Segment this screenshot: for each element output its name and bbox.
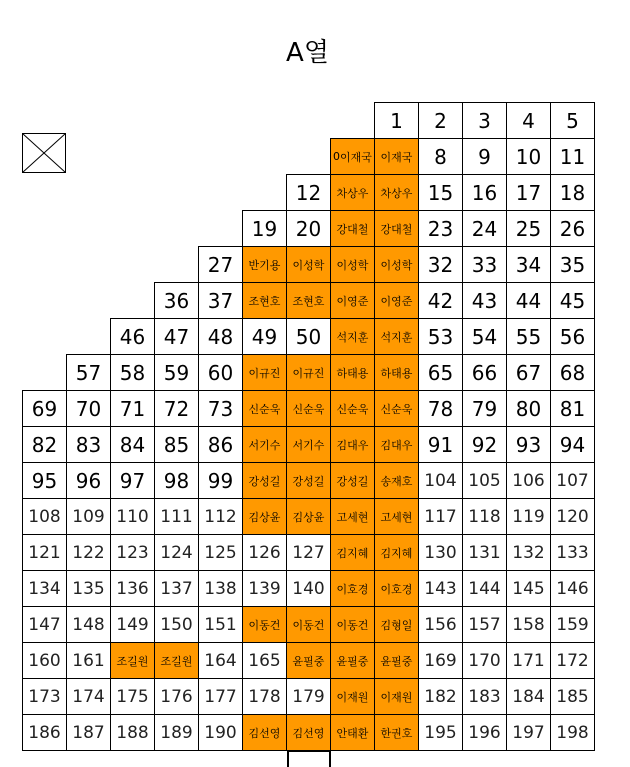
seat-number[interactable]: 145 xyxy=(506,570,551,607)
seat-number[interactable]: 59 xyxy=(154,354,199,391)
seat-number[interactable]: 132 xyxy=(506,534,551,571)
seat-occupied[interactable]: 김상윤 xyxy=(286,498,331,535)
seat-occupied[interactable]: 차상우 xyxy=(330,174,375,211)
seat-occupied[interactable]: 강성길 xyxy=(242,462,287,499)
seat-number[interactable]: 136 xyxy=(110,570,155,607)
seat-number[interactable]: 71 xyxy=(110,390,155,427)
seat-number[interactable]: 120 xyxy=(550,498,595,535)
seat-occupied[interactable]: 김상윤 xyxy=(242,498,287,535)
seat-occupied[interactable]: 김형일 xyxy=(374,606,419,643)
seat-number[interactable]: 149 xyxy=(110,606,155,643)
seat-number[interactable]: 68 xyxy=(550,354,595,391)
seat-number[interactable]: 111 xyxy=(154,498,199,535)
seat-number[interactable]: 156 xyxy=(418,606,463,643)
seat-number[interactable]: 159 xyxy=(550,606,595,643)
seat-occupied[interactable]: 안태환 xyxy=(330,714,375,751)
seat-occupied[interactable]: 조현호 xyxy=(242,282,287,319)
seat-number[interactable]: 99 xyxy=(198,462,243,499)
seat-number[interactable]: 196 xyxy=(462,714,507,751)
seat-number[interactable]: 185 xyxy=(550,678,595,715)
seat-number[interactable]: 18 xyxy=(550,174,595,211)
seat-occupied[interactable]: 차상우 xyxy=(374,174,419,211)
seat-occupied[interactable]: 강대철 xyxy=(330,210,375,247)
seat-occupied[interactable]: 김지혜 xyxy=(330,534,375,571)
seat-number[interactable]: 158 xyxy=(506,606,551,643)
seat-number[interactable]: 112 xyxy=(198,498,243,535)
seat-number[interactable]: 190 xyxy=(198,714,243,751)
seat-number[interactable]: 138 xyxy=(198,570,243,607)
seat-occupied[interactable]: 김대우 xyxy=(330,426,375,463)
seat-number[interactable]: 69 xyxy=(22,390,67,427)
seat-number[interactable]: 57 xyxy=(66,354,111,391)
seat-number[interactable]: 175 xyxy=(110,678,155,715)
seat-number[interactable]: 123 xyxy=(110,534,155,571)
seat-number[interactable]: 126 xyxy=(242,534,287,571)
seat-number[interactable]: 148 xyxy=(66,606,111,643)
seat-occupied[interactable]: 하태용 xyxy=(374,354,419,391)
seat-number[interactable]: 56 xyxy=(550,318,595,355)
seat-number[interactable]: 60 xyxy=(198,354,243,391)
seat-occupied[interactable]: 고세현 xyxy=(330,498,375,535)
seat-occupied[interactable]: 이동건 xyxy=(242,606,287,643)
seat-number[interactable]: 144 xyxy=(462,570,507,607)
seat-occupied[interactable]: 윤필중 xyxy=(374,642,419,679)
seat-number[interactable]: 91 xyxy=(418,426,463,463)
seat-number[interactable]: 67 xyxy=(506,354,551,391)
seat-occupied[interactable]: 이동건 xyxy=(330,606,375,643)
seat-number[interactable]: 34 xyxy=(506,246,551,283)
seat-occupied[interactable]: 이호경 xyxy=(330,570,375,607)
seat-number[interactable]: 36 xyxy=(154,282,199,319)
seat-number[interactable]: 92 xyxy=(462,426,507,463)
seat-number[interactable]: 189 xyxy=(154,714,199,751)
seat-number[interactable]: 44 xyxy=(506,282,551,319)
seat-occupied[interactable]: 송재호 xyxy=(374,462,419,499)
seat-number[interactable]: 42 xyxy=(418,282,463,319)
seat-number[interactable]: 135 xyxy=(66,570,111,607)
seat-number[interactable]: 127 xyxy=(286,534,331,571)
seat-number[interactable]: 46 xyxy=(110,318,155,355)
seat-occupied[interactable]: 강성길 xyxy=(286,462,331,499)
seat-number[interactable]: 84 xyxy=(110,426,155,463)
entrance-marker xyxy=(287,750,331,767)
seat-occupied[interactable]: 이영준 xyxy=(330,282,375,319)
seat-number[interactable]: 10 xyxy=(506,138,551,175)
seat-occupied[interactable]: 조현호 xyxy=(286,282,331,319)
seat-number[interactable]: 121 xyxy=(22,534,67,571)
seat-number[interactable]: 93 xyxy=(506,426,551,463)
seat-number[interactable]: 37 xyxy=(198,282,243,319)
seat-number[interactable]: 97 xyxy=(110,462,155,499)
seat-number[interactable]: 119 xyxy=(506,498,551,535)
seat-occupied[interactable]: 이성학 xyxy=(374,246,419,283)
seat-number[interactable]: 8 xyxy=(418,138,463,175)
seat-number[interactable]: 118 xyxy=(462,498,507,535)
seat-number[interactable]: 15 xyxy=(418,174,463,211)
seat-number[interactable]: 177 xyxy=(198,678,243,715)
seat-number[interactable]: 164 xyxy=(198,642,243,679)
seat-number[interactable]: 195 xyxy=(418,714,463,751)
seat-number[interactable]: 197 xyxy=(506,714,551,751)
seat-occupied[interactable]: 서기수 xyxy=(286,426,331,463)
seat-number[interactable]: 43 xyxy=(462,282,507,319)
section-title: A열 xyxy=(286,38,329,68)
seat-number[interactable]: 187 xyxy=(66,714,111,751)
seat-occupied[interactable]: 이규진 xyxy=(242,354,287,391)
seat-number[interactable]: 9 xyxy=(462,138,507,175)
seat-number[interactable]: 80 xyxy=(506,390,551,427)
seat-number[interactable]: 12 xyxy=(286,174,331,211)
seat-number[interactable]: 178 xyxy=(242,678,287,715)
seat-number[interactable]: 50 xyxy=(286,318,331,355)
seat-number[interactable]: 198 xyxy=(550,714,595,751)
seat-number[interactable]: 150 xyxy=(154,606,199,643)
seat-number[interactable]: 47 xyxy=(154,318,199,355)
seat-number[interactable]: 130 xyxy=(418,534,463,571)
seat-number[interactable]: 11 xyxy=(550,138,595,175)
seat-occupied[interactable]: 이영준 xyxy=(374,282,419,319)
seat-number[interactable]: 184 xyxy=(506,678,551,715)
blocked-seat-icon xyxy=(22,133,66,173)
seat-number[interactable]: 147 xyxy=(22,606,67,643)
seat-occupied[interactable]: 이재원 xyxy=(330,678,375,715)
seat-occupied[interactable]: 이성학 xyxy=(330,246,375,283)
seat-number[interactable]: 23 xyxy=(418,210,463,247)
seat-number[interactable]: 157 xyxy=(462,606,507,643)
seat-occupied[interactable]: 신순욱 xyxy=(286,390,331,427)
seat-number[interactable]: 98 xyxy=(154,462,199,499)
seat-number[interactable]: 124 xyxy=(154,534,199,571)
seat-number[interactable]: 170 xyxy=(462,642,507,679)
seat-number[interactable]: 105 xyxy=(462,462,507,499)
seat-number[interactable]: 134 xyxy=(22,570,67,607)
seat-number[interactable]: 183 xyxy=(462,678,507,715)
seat-occupied-label: 이재국 xyxy=(340,150,372,164)
seat-number[interactable]: 186 xyxy=(22,714,67,751)
seat-occupied[interactable]: 이동건 xyxy=(286,606,331,643)
seat-occupied[interactable]: 강성길 xyxy=(330,462,375,499)
seat-occupied[interactable]: 조길원 xyxy=(154,642,199,679)
seat-number[interactable]: 107 xyxy=(550,462,595,499)
seat-number[interactable]: 108 xyxy=(22,498,67,535)
seat-number[interactable]: 171 xyxy=(506,642,551,679)
seat-number[interactable]: 85 xyxy=(154,426,199,463)
seat-number[interactable]: 55 xyxy=(506,318,551,355)
seat-zero-mark: 0 xyxy=(333,150,341,163)
seat-occupied[interactable]: 김선영 xyxy=(242,714,287,751)
seat-number[interactable]: 83 xyxy=(66,426,111,463)
seat-occupied[interactable]: 김대우 xyxy=(374,426,419,463)
seat-occupied[interactable]: 윤필중 xyxy=(330,642,375,679)
seat-number[interactable]: 65 xyxy=(418,354,463,391)
seat-number[interactable]: 78 xyxy=(418,390,463,427)
seat-occupied[interactable]: 하태용 xyxy=(330,354,375,391)
seat-number[interactable]: 4 xyxy=(506,102,551,139)
seat-number[interactable]: 19 xyxy=(242,210,287,247)
seat-occupied[interactable]: 이성학 xyxy=(286,246,331,283)
seat-number[interactable]: 146 xyxy=(550,570,595,607)
seat-occupied[interactable]: 신순욱 xyxy=(374,390,419,427)
seat-number[interactable]: 54 xyxy=(462,318,507,355)
seat-occupied[interactable]: 석지훈 xyxy=(374,318,419,355)
seat-number[interactable]: 188 xyxy=(110,714,155,751)
seat-number[interactable]: 160 xyxy=(22,642,67,679)
seat-occupied[interactable]: 석지훈 xyxy=(330,318,375,355)
seat-number[interactable]: 20 xyxy=(286,210,331,247)
seat-number[interactable]: 17 xyxy=(506,174,551,211)
seat-number[interactable]: 79 xyxy=(462,390,507,427)
seat-occupied[interactable]: 이호경 xyxy=(374,570,419,607)
seat-number[interactable]: 66 xyxy=(462,354,507,391)
seat-number[interactable]: 73 xyxy=(198,390,243,427)
seat-occupied[interactable]: 고세현 xyxy=(374,498,419,535)
seat-occupied[interactable]: 한권호 xyxy=(374,714,419,751)
seat-number[interactable]: 122 xyxy=(66,534,111,571)
seat-number[interactable]: 151 xyxy=(198,606,243,643)
seat-occupied[interactable]: 신순욱 xyxy=(330,390,375,427)
seat-number[interactable]: 174 xyxy=(66,678,111,715)
seat-number[interactable]: 182 xyxy=(418,678,463,715)
seat-number[interactable]: 109 xyxy=(66,498,111,535)
seat-occupied[interactable]: 윤필중 xyxy=(286,642,331,679)
seat-number[interactable]: 131 xyxy=(462,534,507,571)
seat-number[interactable]: 58 xyxy=(110,354,155,391)
seat-occupied[interactable]: 이재국 xyxy=(374,138,419,175)
seat-number[interactable]: 133 xyxy=(550,534,595,571)
seat-number[interactable]: 1 xyxy=(374,102,419,139)
seat-number[interactable]: 106 xyxy=(506,462,551,499)
seat-number[interactable]: 125 xyxy=(198,534,243,571)
seat-number[interactable]: 81 xyxy=(550,390,595,427)
seat-number[interactable]: 137 xyxy=(154,570,199,607)
seat-number[interactable]: 96 xyxy=(66,462,111,499)
seat-number[interactable]: 72 xyxy=(154,390,199,427)
seat-number[interactable]: 139 xyxy=(242,570,287,607)
seat-occupied[interactable]: 신순욱 xyxy=(242,390,287,427)
seat-occupied[interactable]: 강대철 xyxy=(374,210,419,247)
seat-occupied[interactable]: 김선영 xyxy=(286,714,331,751)
seat-number[interactable]: 3 xyxy=(462,102,507,139)
seat-number[interactable]: 53 xyxy=(418,318,463,355)
seat-occupied[interactable]: 서기수 xyxy=(242,426,287,463)
seat-number[interactable]: 27 xyxy=(198,246,243,283)
seat-number[interactable]: 70 xyxy=(66,390,111,427)
seat-number[interactable]: 33 xyxy=(462,246,507,283)
seat-number[interactable]: 110 xyxy=(110,498,155,535)
seat-number[interactable]: 25 xyxy=(506,210,551,247)
seat-occupied[interactable]: 이재원 xyxy=(374,678,419,715)
seat-number[interactable]: 86 xyxy=(198,426,243,463)
seat-number[interactable]: 94 xyxy=(550,426,595,463)
seat-occupied[interactable] xyxy=(330,138,375,175)
seat-number[interactable]: 45 xyxy=(550,282,595,319)
seat-number[interactable]: 169 xyxy=(418,642,463,679)
seat-number[interactable]: 179 xyxy=(286,678,331,715)
seat-number[interactable]: 82 xyxy=(22,426,67,463)
seat-occupied[interactable]: 이규진 xyxy=(286,354,331,391)
seat-number[interactable]: 35 xyxy=(550,246,595,283)
seat-number[interactable]: 117 xyxy=(418,498,463,535)
seat-number[interactable]: 176 xyxy=(154,678,199,715)
seat-number[interactable]: 24 xyxy=(462,210,507,247)
seat-number[interactable]: 165 xyxy=(242,642,287,679)
seat-number[interactable]: 32 xyxy=(418,246,463,283)
seat-number[interactable]: 16 xyxy=(462,174,507,211)
seat-number[interactable]: 49 xyxy=(242,318,287,355)
seat-number[interactable]: 26 xyxy=(550,210,595,247)
seat-number[interactable]: 161 xyxy=(66,642,111,679)
seat-number[interactable]: 95 xyxy=(22,462,67,499)
seat-number[interactable]: 172 xyxy=(550,642,595,679)
seat-number[interactable]: 2 xyxy=(418,102,463,139)
seat-occupied[interactable]: 김지혜 xyxy=(374,534,419,571)
seat-number[interactable]: 104 xyxy=(418,462,463,499)
seat-number[interactable]: 48 xyxy=(198,318,243,355)
seat-occupied[interactable]: 조길원 xyxy=(110,642,155,679)
seat-number[interactable]: 140 xyxy=(286,570,331,607)
seat-number[interactable]: 173 xyxy=(22,678,67,715)
seat-number[interactable]: 5 xyxy=(550,102,595,139)
seat-number[interactable]: 143 xyxy=(418,570,463,607)
seat-occupied[interactable]: 반기용 xyxy=(242,246,287,283)
